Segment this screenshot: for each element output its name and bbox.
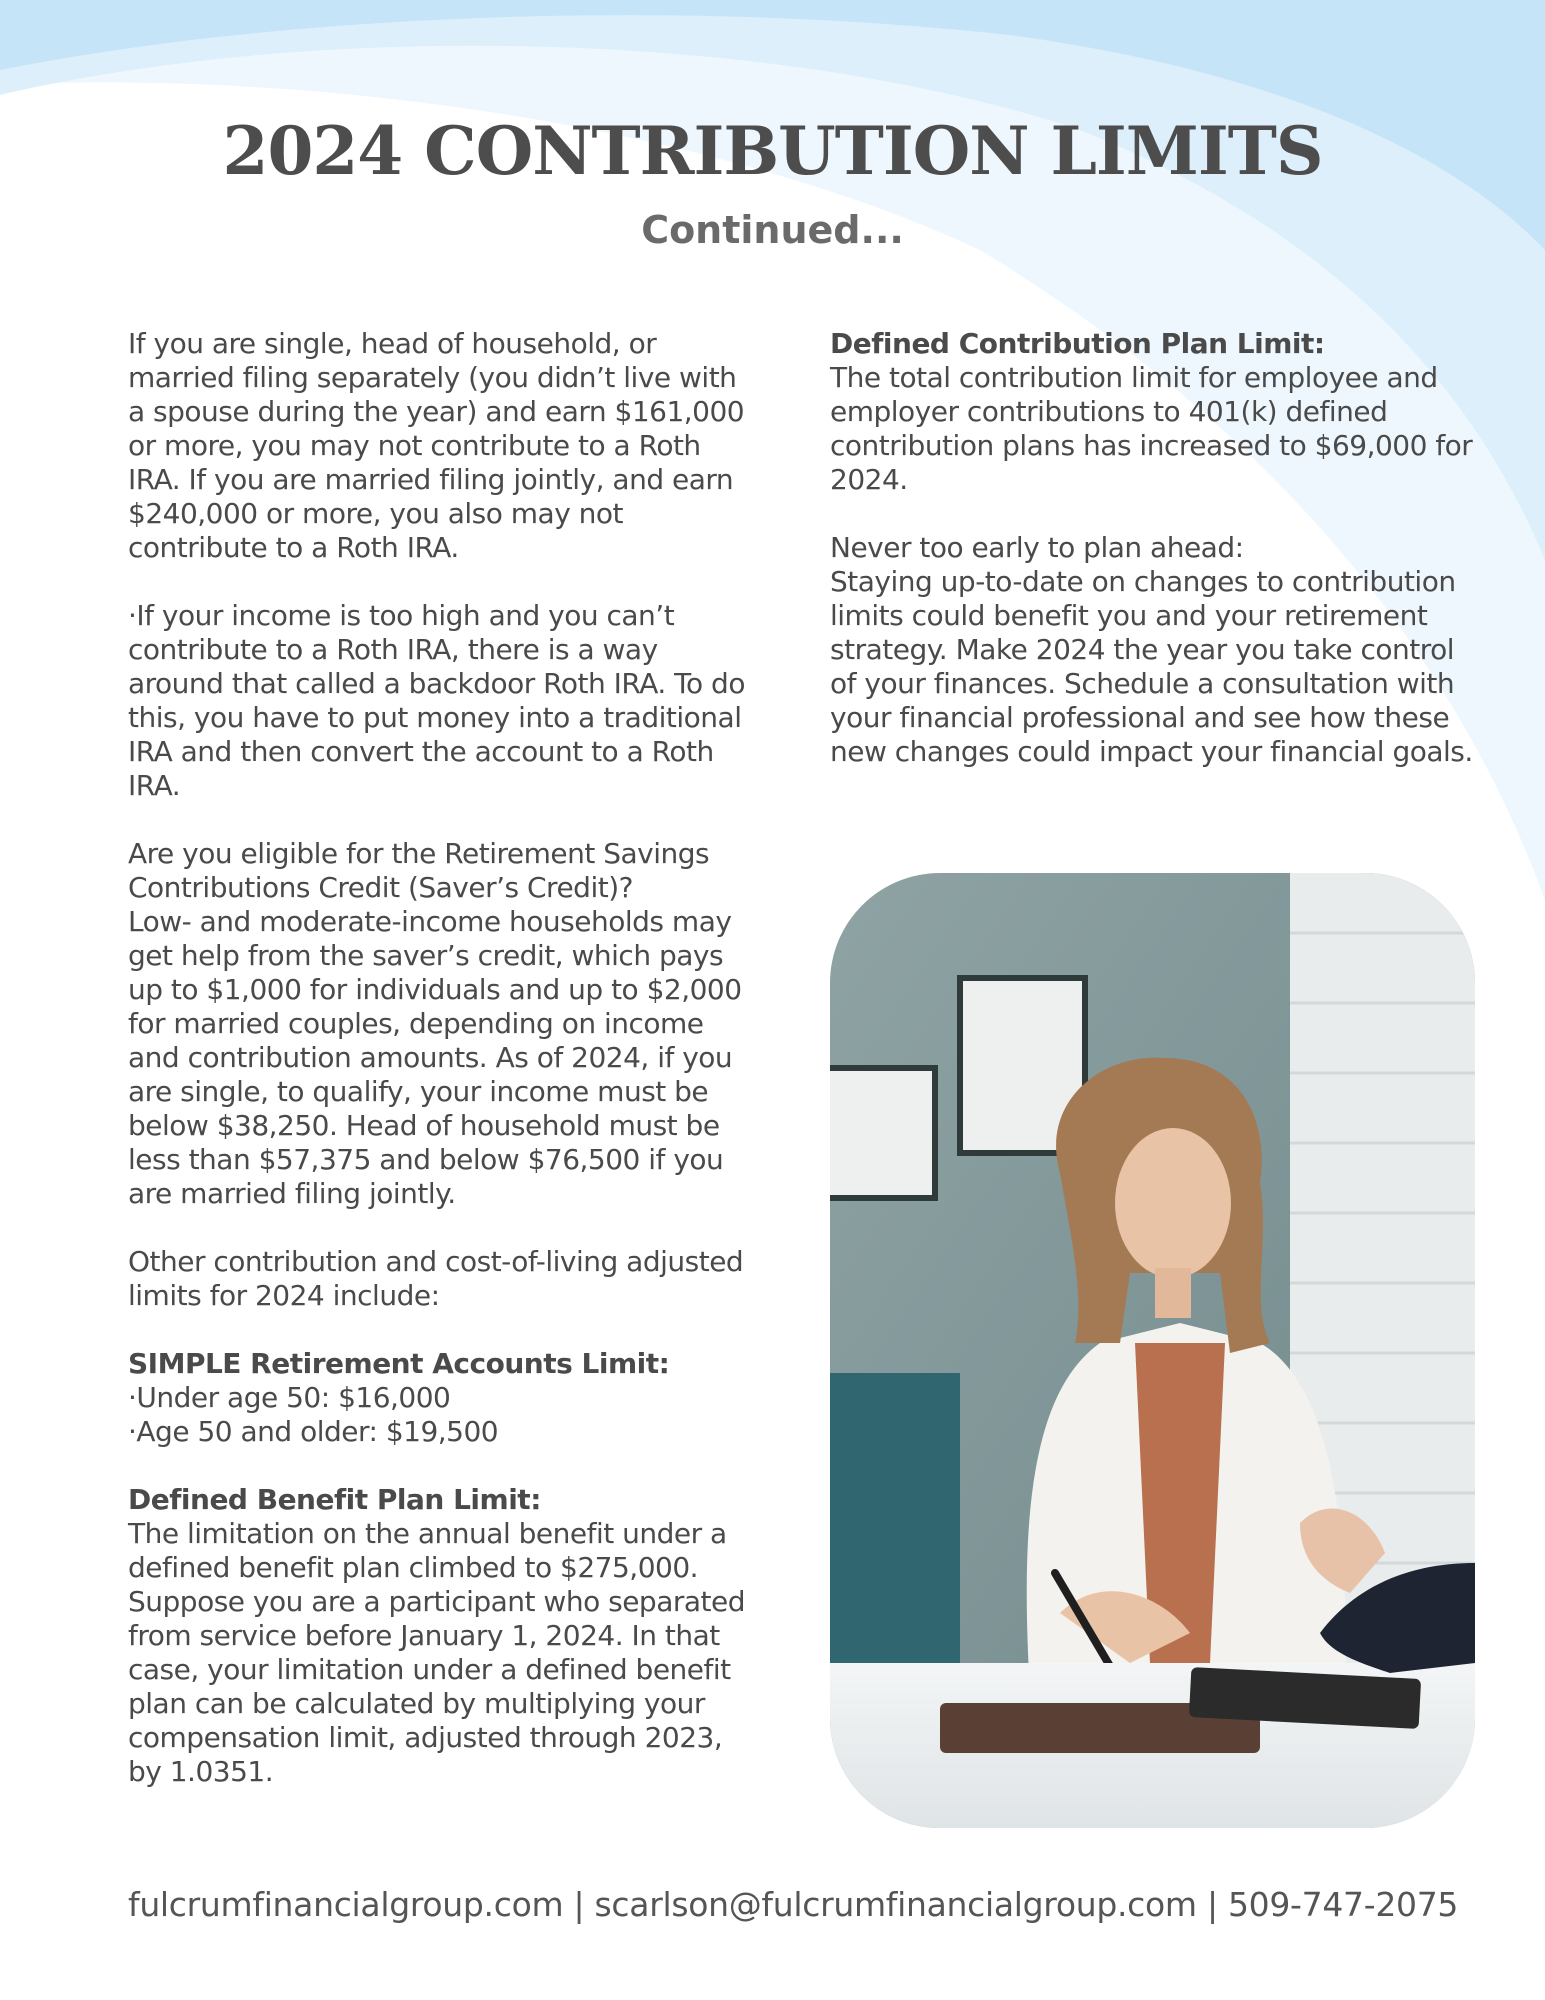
phone-number[interactable]: 509-747-2075 — [1227, 1885, 1459, 1924]
other-limits-paragraph: Other contribution and cost-of-living adjusted limits for 2024 include: — [128, 1245, 744, 1312]
defined-benefit-text: The limitation on the annual benefit under a defined benefit plan climbed to $275,000. Suppose you are a participant who separated from service before January 1, 2024. In that case, your limitation under a defined benefit plan can be calculated by multiplying your compensation limit, adjusted through 2023, by 1.0351. — [128, 1517, 746, 1788]
page-subtitle: Continued... — [641, 208, 904, 252]
left-column — [128, 327, 758, 1823]
email-link[interactable]: scarlson@fulcrumfinancialgroup.com — [594, 1885, 1197, 1924]
savers-credit-paragraph: Are you eligible for the Retirement Savings Contributions Credit (Saver’s Credit)? Low- and moderate-income households may get help from the saver’s credit, which pays up to $1,000 for individuals and up to $2,000 for married couples, depending on income and contribution amounts. As of 2024, if you are single, to qualify, your income must be below $38,250. Head of household must be less than $57,375 and below $76,500 if you are married filing jointly. — [128, 837, 742, 1210]
plan-ahead-section — [830, 531, 1480, 769]
website-link[interactable]: fulcrumfinancialgroup.com — [128, 1885, 564, 1924]
defined-benefit-section — [128, 1483, 758, 1789]
defined-contribution-heading: Defined Contribution Plan Limit: — [830, 327, 1325, 360]
defined-contribution-text: The total contribution limit for employee and employer contributions to 401(k) defined contribution plans has increased to $69,000 for 2024. — [830, 361, 1473, 496]
page-title: 2024 CONTRIBUTION LIMITS — [222, 112, 1323, 190]
roth-income-paragraph: If you are single, head of household, or married filing separately (you didn’t live with a spouse during the year) and earn $161,000 or more, you may not contribute to a Roth IRA. If you are married filing jointly, and earn $240,000 or more, you also may not contribute to a Roth IRA. — [128, 327, 745, 564]
simple-limit-heading: SIMPLE Retirement Accounts Limit: — [128, 1347, 670, 1380]
plan-ahead-text: Staying up-to-date on changes to contribution limits could benefit you and your retirement strategy. Make 2024 the year you take control of your finances. Schedule a consultation with your financial professional and see how these new changes could impact your financial goals. — [830, 565, 1473, 768]
simple-limit-section — [128, 1347, 758, 1449]
footer-separator: | — [1196, 1885, 1228, 1924]
defined-contribution-section — [830, 327, 1480, 497]
right-column — [830, 327, 1480, 803]
defined-benefit-heading: Defined Benefit Plan Limit: — [128, 1483, 541, 1516]
plan-ahead-heading: Never too early to plan ahead: — [830, 531, 1244, 564]
simple-limit-item: ·Age 50 and older: $19,500 — [128, 1415, 499, 1448]
simple-limit-item: ·Under age 50: $16,000 — [128, 1381, 451, 1414]
advisor-meeting-photo — [830, 873, 1475, 1828]
footer-separator: | — [563, 1885, 595, 1924]
backdoor-roth-paragraph: ·If your income is too high and you can’t contribute to a Roth IRA, there is a way around that called a backdoor Roth IRA. To do this, you have to put money into a traditional IRA and then convert the account to a Roth IRA. — [128, 599, 745, 802]
contact-footer — [128, 1885, 1528, 1924]
